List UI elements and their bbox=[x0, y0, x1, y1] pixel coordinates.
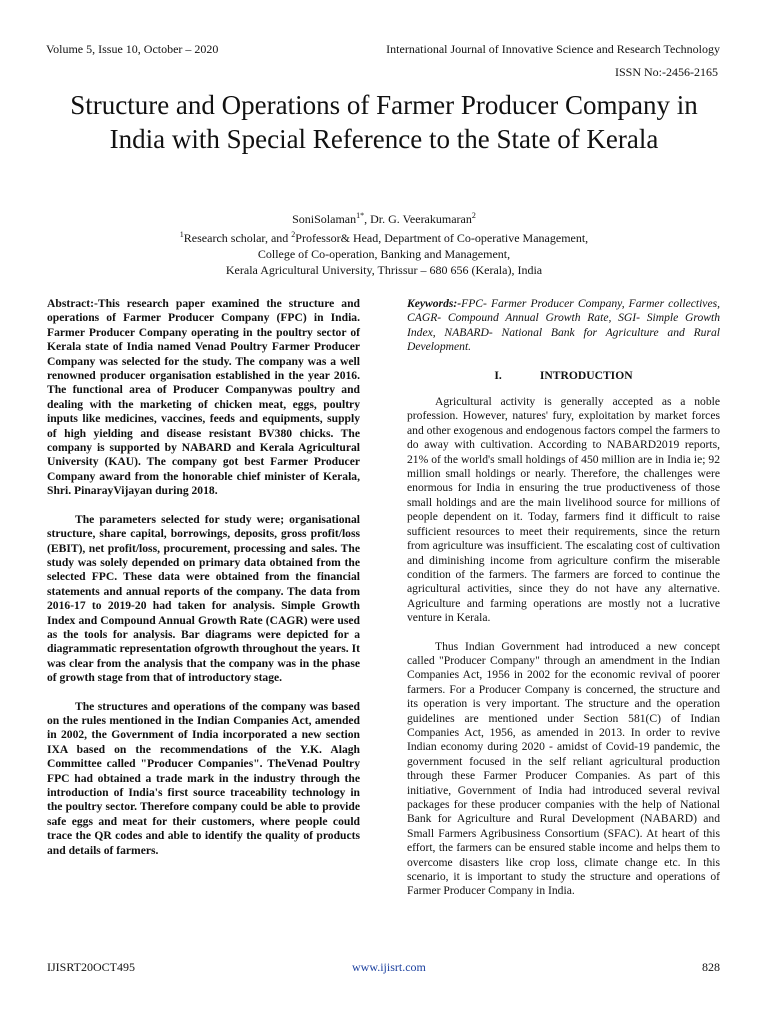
journal-name: International Journal of Innovative Science and Research Technology bbox=[386, 42, 720, 56]
author-2: , Dr. G. Veerakumaran bbox=[364, 212, 472, 226]
affiliation-line-3: Kerala Agricultural University, Thrissur – 680 656 (Kerala), India bbox=[225, 263, 543, 277]
article-id: IJISRT20OCT495 bbox=[47, 960, 135, 974]
aff-text-2: Professor& Head, Department of Co-operative Management, bbox=[295, 231, 589, 245]
intro-paragraph-2: Thus Indian Government had introduced a new concept called "Producer Company" through an amendment in the Indian Companies Act, 1956 in 2002 for the economic revival of poorer farmers. For a Producer Company is concerned, the structure and its operation is very important. The structure and the operation guidelines are mentioned under Section 581(C) of Indian Companies Act, 1956, as amended in 2013. In order to revive Indian economy during 2020 - amidst of Covid-19 pandemic, the government focused in the self reliant agricultural production through these Farmer Producer Companies. As part of this initiative, Government of India had introduced several revival packages for these producer companies with the help of National Bank for Agriculture and Rural Development (NABARD) and Small Farmers Agribusiness Consortium (SFAC). At heart of this effort, the farmers can be ensured stable income and helps them to overcome disasters like crop loss, climate change etc. In this scenario, it is important to study the structure and operations of Farmer Producer Company in India. bbox=[407, 639, 720, 898]
keywords-text: FPC- Farmer Producer Company, Farmer collectives, CAGR- Compound Annual Growth Rate, SGI- Simple Growth Index, NABARD- National Bank for Agriculture and Rural Development. bbox=[407, 297, 720, 354]
left-column bbox=[47, 297, 360, 872]
paper-title: Structure and Operations of Farmer Producer Company in India with Special Reference to the State of Kerala bbox=[70, 90, 698, 154]
abstract-paragraph-2: The parameters selected for study were; organisational structure, share capital, borrowings, deposits, gross profit/loss (EBIT), net profit/loss, procurement, processing and sales. The study was solely depended on primary data obtained from the selected FPC. These data were obtained from the financial statements and annual reports of the company. The data from 2016-17 to 2019-20 had taken for analysis. Simple Growth Index and Compound Annual Growth Rate (CAGR) were used as the tools for analysis. Bar diagrams were depicted for a diagrammatic representation ofgrowth throughout the years. It was clear from the analysis that the company was in the phase of growth stage from that of introductory stage. bbox=[47, 512, 360, 685]
page-number: 828 bbox=[702, 960, 720, 974]
author-1: SoniSolaman bbox=[292, 212, 357, 226]
section-number: I. bbox=[494, 368, 502, 382]
aff-sup-1: 1 bbox=[179, 230, 184, 239]
author-block bbox=[60, 208, 708, 278]
aff-sup-2: 2 bbox=[291, 230, 296, 239]
journal-volume: Volume 5, Issue 10, October – 2020 bbox=[46, 42, 219, 56]
section-title: INTRODUCTION bbox=[539, 368, 633, 382]
keywords bbox=[407, 297, 720, 355]
journal-website-link[interactable]: www.ijisrt.com bbox=[352, 960, 426, 974]
intro-paragraph-1: Agricultural activity is generally accepted as a noble profession. However, natures' fury, exploitation by market forces and other exogenous and endogenous factors compel the farmers to do away with cultivation. According to NABARD2019 reports, 21% of the world's small holdings of 450 million are in India ie; 92 million small holdings or nearly. Therefore, the challenges were enormous for India in ensuring the true productiveness of those small holdings and are the main livelihood source for millions of people dependent on it. Today, farmers find it difficult to raise sufficient resources to meet their requirements, since the return from agriculture was insufficient. The escalating cost of cultivation and diminishing income from agriculture confirm the miserable condition of the farmers. The farmers are forced to continue the agricultural activities, since they do not have any alternative. Agriculture and farming operations are mostly not a lucrative venture in Kerala. bbox=[407, 395, 720, 625]
section-heading bbox=[407, 369, 720, 383]
abstract-paragraph-3: The structures and operations of the company was based on the rules mentioned in the Indian Companies Act, amended in 2002, the Government of India incorporated a new section IXA based on the recommendations of the Y.K. Alagh Committee called "Producer Companies". TheVenad Poultry FPC had obtained a trade mark in the industry through the introduction of India's first source traceability technology in the poultry sector. Therefore company could be able to provide safe eggs and meat for their customers, where people could trace the QR codes and able to identify the quality of products and details of farmers. bbox=[47, 699, 360, 857]
keywords-label: Keywords:- bbox=[407, 297, 462, 310]
affiliation-line-1 bbox=[60, 227, 708, 246]
abstract-paragraph-1: Abstract:-This research paper examined the structure and operations of Farmer Producer Company (FPC) in India. Farmer Producer Company operating in the poultry sector of Kerala state of India named Venad Poultry Farmer Producer Company was selected for the study. The company was a well renowned producer organisation established in the year 2016. The functional area of Producer Companywas poultry and dealing with the marketing of chicken meat, eggs, poultry inputs like medicines, vaccines, feeds and equipments, supply of high yielding and disease resistant BV380 chicks. The company is supported by NABARD and Kerala Agricultural University (KAU). The company got best Farmer Producer Company award from the honorable chief minister of Kerala, Shri. PinarayVijayan during 2018. bbox=[47, 297, 360, 498]
affiliation-line-2: College of Co-operation, Banking and Management, bbox=[257, 247, 511, 261]
author-names bbox=[60, 208, 708, 227]
author-2-sup: 2 bbox=[471, 211, 476, 220]
right-column bbox=[407, 297, 720, 913]
aff-text-1: Research scholar, and bbox=[183, 231, 292, 245]
issn-number: ISSN No:-2456-2165 bbox=[614, 65, 718, 79]
author-1-sup: 1* bbox=[356, 211, 365, 220]
